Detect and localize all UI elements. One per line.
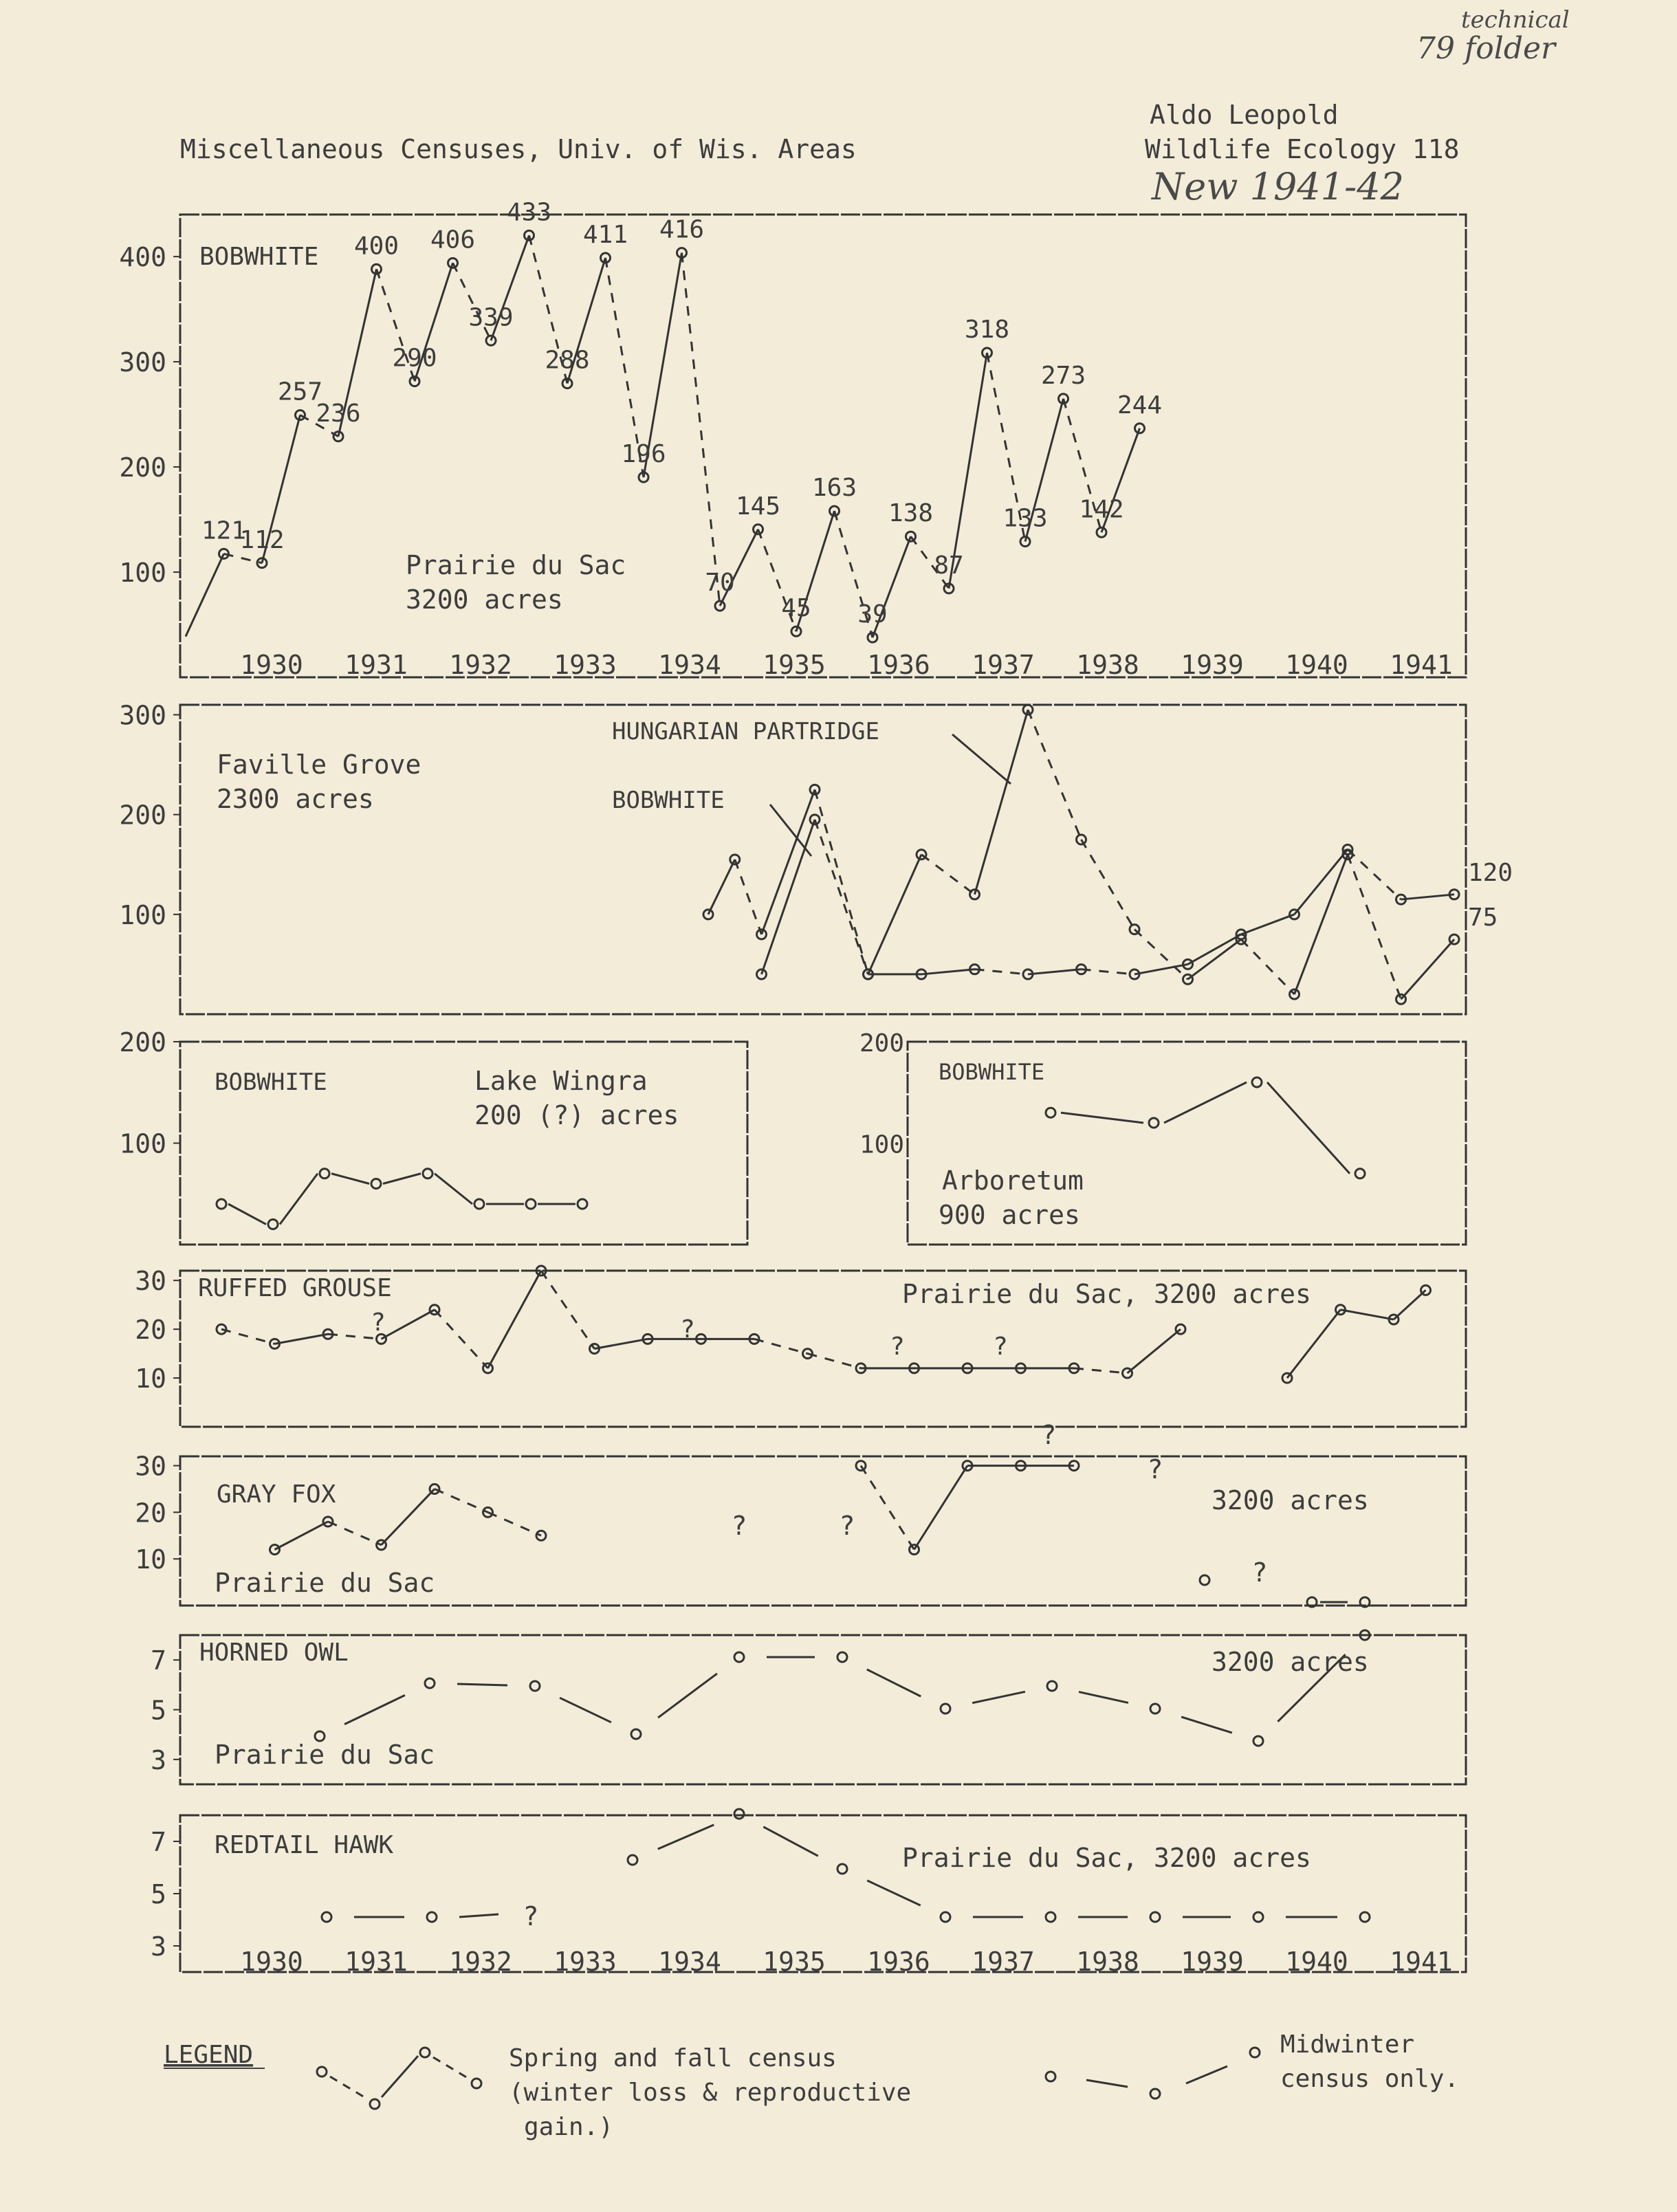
legend-sf-dashed xyxy=(330,2077,364,2097)
bobwhite-data-label: 288 xyxy=(545,346,590,375)
grouse-line xyxy=(435,1310,488,1368)
legend-sf-point xyxy=(472,2079,481,2088)
hawk-point xyxy=(1150,1912,1160,1922)
grouse-line xyxy=(488,1271,542,1368)
legend-mw-point xyxy=(1046,2072,1055,2081)
x-tick-label: 1941 xyxy=(1390,1947,1453,1977)
question-mark: ? xyxy=(680,1315,695,1344)
grouse-line xyxy=(595,1339,648,1348)
owl-point xyxy=(631,1729,641,1739)
x-tick-label: 1930 xyxy=(240,650,303,680)
bobwhite-data-label: 244 xyxy=(1117,391,1163,419)
prairie-acres-label: 3200 acres xyxy=(406,584,563,615)
fox-line xyxy=(488,1512,542,1535)
bobwhite-annotation: BOBWHITE xyxy=(612,787,725,814)
x-tick-label: 1937 xyxy=(972,650,1035,680)
y-tick-label: 300 xyxy=(119,347,166,378)
wingra-point xyxy=(526,1199,536,1209)
question-mark: ? xyxy=(523,1901,539,1931)
question-mark: ? xyxy=(1251,1557,1268,1588)
partridge-line xyxy=(708,859,735,915)
fox-line xyxy=(435,1489,488,1512)
arboretum-point xyxy=(1355,1169,1365,1179)
y-tick-label: 30 xyxy=(135,1266,166,1297)
grouse-line xyxy=(1287,1310,1341,1378)
wingra-point xyxy=(578,1199,587,1209)
arboretum-point xyxy=(1149,1118,1159,1128)
x-tick-label: 1940 xyxy=(1285,1947,1348,1977)
question-mark: ? xyxy=(1040,1420,1057,1450)
bobwhite-gain-line xyxy=(186,554,224,636)
hawk-area-label: Prairie du Sac, 3200 acres xyxy=(902,1843,1311,1873)
partridge-line xyxy=(921,855,975,895)
owl-point xyxy=(734,1652,744,1662)
legend-spring-fall-label-2: (winter loss & reproductive xyxy=(509,2079,912,2107)
arboretum-acres-label: 900 acres xyxy=(939,1200,1080,1230)
hawk-line xyxy=(459,1914,498,1917)
hawk-point xyxy=(941,1912,950,1922)
faville-bobwhite-line xyxy=(1295,849,1348,914)
x-tick-label: 1936 xyxy=(867,1947,930,1977)
legend-mw-point xyxy=(1150,2089,1160,2099)
legend-midwinter-sample xyxy=(1046,2048,1260,2099)
fox-point xyxy=(1200,1575,1209,1585)
question-mark: ? xyxy=(890,1333,905,1361)
owl-point xyxy=(837,1652,847,1662)
owl-line xyxy=(344,1695,405,1724)
y-tick-label: 3 xyxy=(151,1744,166,1775)
hawk-point xyxy=(734,1809,744,1819)
bobwhite-data-label: 236 xyxy=(316,399,361,428)
partridge-line xyxy=(1401,939,1455,999)
question-mark: ? xyxy=(371,1308,386,1337)
fox-acres-label: 3200 acres xyxy=(1212,1485,1369,1515)
legend-sf-solid xyxy=(382,2056,418,2097)
grouse-line xyxy=(1394,1290,1426,1319)
question-mark: ? xyxy=(731,1511,747,1541)
x-tick-label: 1940 xyxy=(1285,650,1348,680)
hawk-point xyxy=(1046,1912,1055,1922)
legend-mw-solid xyxy=(1186,2066,1227,2083)
owl-line xyxy=(1181,1717,1232,1733)
wingra-point xyxy=(320,1169,329,1179)
owl-line xyxy=(457,1684,507,1685)
bobwhite-data-label: 39 xyxy=(857,600,888,629)
y-tick-label: 10 xyxy=(135,1364,166,1394)
y-tick-label: 200 xyxy=(119,800,166,831)
x-tick-label: 1941 xyxy=(1390,650,1453,680)
bobwhite-data-label: 70 xyxy=(705,569,735,598)
faville-data-label: 75 xyxy=(1468,904,1498,932)
grouse-line xyxy=(808,1354,862,1368)
wingra-line xyxy=(228,1204,266,1225)
fox-line xyxy=(861,1466,914,1550)
grouse-line xyxy=(221,1329,275,1344)
x-tick-label: 1932 xyxy=(449,650,512,680)
x-tick-label: 1934 xyxy=(658,1947,721,1977)
x-tick-label: 1937 xyxy=(972,1947,1035,1977)
grouse-line xyxy=(275,1334,329,1344)
arboretum-area-label: Arboretum xyxy=(942,1165,1084,1196)
owl-point xyxy=(425,1678,435,1688)
y-tick-label: 400 xyxy=(119,242,166,273)
course-label: Wildlife Ecology 118 xyxy=(1145,134,1460,164)
bobwhite-data-label: 45 xyxy=(781,594,811,623)
faville-bobwhite-line xyxy=(762,820,815,974)
faville-bobwhite-line xyxy=(815,820,868,974)
fox-area-label: Prairie du Sac xyxy=(215,1568,435,1598)
legend-title: LEGEND xyxy=(164,2041,254,2069)
bobwhite-data-label: 138 xyxy=(888,499,934,528)
grouse-line xyxy=(1341,1310,1394,1319)
bobwhite-data-label: 121 xyxy=(201,516,247,545)
fox-line xyxy=(382,1489,435,1544)
partridge-line xyxy=(1241,939,1295,994)
faville-bobwhite-line xyxy=(921,970,975,974)
grouse-line xyxy=(541,1271,595,1349)
y-tick-label: 3 xyxy=(151,1931,166,1962)
y-tick-label: 100 xyxy=(119,899,166,930)
owl-point xyxy=(941,1704,950,1713)
y-tick-label: 5 xyxy=(151,1695,166,1726)
bobwhite-arrow xyxy=(770,804,811,856)
grouse-area-label: Prairie du Sac, 3200 acres xyxy=(902,1279,1311,1309)
bobwhite-winter-loss-line xyxy=(682,253,721,606)
bobwhite-winter-loss-line xyxy=(224,554,263,562)
bobwhite-data-label: 406 xyxy=(430,226,476,254)
legend-spring-fall-label-3: gain.) xyxy=(524,2113,614,2141)
bobwhite-data-label: 163 xyxy=(811,474,857,503)
x-tick-label: 1931 xyxy=(344,1947,408,1977)
wingra-point xyxy=(371,1179,381,1189)
owl-line xyxy=(560,1698,611,1722)
owl-line xyxy=(1079,1692,1128,1703)
x-tick-label: 1933 xyxy=(553,650,617,680)
arboretum-line xyxy=(1164,1082,1247,1123)
bobwhite-data-label: 273 xyxy=(1040,361,1086,390)
legend-sf-point xyxy=(420,2048,430,2057)
hawk-point xyxy=(837,1864,847,1874)
partridge-line xyxy=(1295,855,1348,994)
bobwhite-data-label: 411 xyxy=(582,221,628,250)
faville-acres-label: 2300 acres xyxy=(217,784,374,814)
faville-bobwhite-line xyxy=(1028,970,1082,974)
wingra-line xyxy=(435,1174,472,1204)
wingra-line xyxy=(331,1174,369,1184)
x-tick-label: 1935 xyxy=(763,650,826,680)
owl-acres-label: 3200 acres xyxy=(1212,1647,1369,1677)
y-tick-label: 100 xyxy=(119,558,166,589)
y-tick-label: 7 xyxy=(151,1827,166,1857)
y-tick-label: 200 xyxy=(859,1029,904,1058)
hawk-point xyxy=(628,1855,637,1865)
x-tick-label: 1938 xyxy=(1076,650,1139,680)
y-tick-label: 300 xyxy=(119,700,166,731)
y-tick-label: 10 xyxy=(135,1544,166,1575)
arboretum-line xyxy=(1061,1113,1143,1123)
wingra-point xyxy=(474,1199,484,1209)
faville-bobwhite-line xyxy=(975,970,1029,974)
wingra-line xyxy=(383,1174,421,1184)
partridge-line xyxy=(1082,840,1135,930)
bobwhite-data-label: 416 xyxy=(659,215,705,244)
x-tick-label: 1931 xyxy=(344,650,408,680)
x-tick-label: 1938 xyxy=(1076,1947,1139,1977)
hawk-point xyxy=(322,1912,331,1922)
wingra-panel-label: BOBWHITE xyxy=(215,1069,327,1096)
hawk-line xyxy=(658,1825,714,1849)
arboretum-line xyxy=(1267,1082,1350,1174)
page-title: Miscellaneous Censuses, Univ. of Wis. Areas xyxy=(180,134,857,164)
charts-layer xyxy=(119,198,1513,1977)
partridge-line xyxy=(975,710,1029,895)
partridge-line xyxy=(868,855,922,974)
fox-line xyxy=(275,1522,329,1550)
wingra-line xyxy=(280,1174,318,1225)
partridge-line xyxy=(762,789,815,934)
y-tick-label: 30 xyxy=(135,1451,166,1482)
bobwhite-data-label: 145 xyxy=(735,492,781,521)
faville-bobwhite-line xyxy=(1401,895,1455,899)
y-tick-label: 20 xyxy=(135,1498,166,1529)
x-tick-label: 1930 xyxy=(240,1947,303,1977)
hawk-point xyxy=(1253,1912,1263,1922)
legend-sf-point xyxy=(370,2099,380,2109)
handwritten-folder: 79 folder xyxy=(1416,31,1556,66)
x-tick-label: 1933 xyxy=(553,1947,617,1977)
wingra-point xyxy=(217,1199,226,1209)
grouse-line xyxy=(1128,1329,1181,1373)
y-tick-label: 100 xyxy=(119,1128,166,1159)
owl-point xyxy=(1047,1681,1057,1691)
legend-midwinter-label-2: census only. xyxy=(1280,2065,1460,2093)
x-tick-label: 1939 xyxy=(1181,650,1244,680)
fox-panel-label: GRAY FOX xyxy=(217,1480,336,1509)
owl-point xyxy=(1150,1704,1160,1713)
owl-point xyxy=(1253,1736,1263,1746)
bobwhite-data-label: 318 xyxy=(964,316,1010,344)
partridge-line xyxy=(1348,855,1401,999)
bobwhite-data-label: 257 xyxy=(277,377,323,406)
bobwhite-data-label: 400 xyxy=(353,232,399,261)
legend-spring-fall-label: Spring and fall census xyxy=(509,2044,837,2072)
fox-line xyxy=(328,1522,382,1545)
owl-point xyxy=(530,1681,540,1691)
y-tick-label: 7 xyxy=(151,1645,166,1676)
bobwhite-data-label: 142 xyxy=(1079,495,1124,524)
prairie-area-label: Prairie du Sac xyxy=(406,550,626,580)
question-mark: ? xyxy=(839,1511,855,1541)
legend-spring-fall-sample xyxy=(317,2048,481,2109)
legend-mw-point xyxy=(1250,2048,1260,2057)
handwritten-date: New 1941-42 xyxy=(1152,165,1404,208)
question-mark: ? xyxy=(993,1333,1008,1361)
bobwhite-data-label: 433 xyxy=(506,198,552,227)
y-tick-label: 200 xyxy=(119,1027,166,1058)
owl-panel-label: HORNED OWL xyxy=(199,1639,349,1667)
fox-line xyxy=(914,1466,968,1550)
x-tick-label: 1935 xyxy=(763,1947,826,1977)
author-label: Aldo Leopold xyxy=(1150,100,1339,130)
partridge-arrow xyxy=(952,734,1011,784)
x-tick-label: 1936 xyxy=(867,650,930,680)
hawk-line xyxy=(867,1881,921,1905)
partridge-line xyxy=(735,859,762,934)
arboretum-panel-label: BOBWHITE xyxy=(939,1059,1045,1085)
y-tick-label: 200 xyxy=(119,452,166,483)
question-mark: ? xyxy=(1147,1454,1163,1485)
bobwhite-panel-label: BOBWHITE xyxy=(199,243,319,271)
partridge-annotation: HUNGARIAN PARTRIDGE xyxy=(612,718,879,745)
hawk-point xyxy=(1360,1912,1370,1922)
hawk-panel-label: REDTAIL HAWK xyxy=(215,1831,394,1859)
faville-area-label: Faville Grove xyxy=(217,749,421,780)
y-tick-label: 100 xyxy=(859,1130,904,1159)
y-tick-label: 5 xyxy=(151,1879,166,1909)
faville-data-label: 120 xyxy=(1468,858,1513,887)
faville-bobwhite-line xyxy=(1082,970,1135,974)
owl-area-label: Prairie du Sac xyxy=(215,1740,435,1770)
bobwhite-data-label: 196 xyxy=(621,440,666,469)
y-tick-label: 20 xyxy=(135,1315,166,1346)
owl-line xyxy=(972,1691,1025,1702)
partridge-line xyxy=(1028,710,1082,840)
x-tick-label: 1939 xyxy=(1181,1947,1244,1977)
wingra-acres-label: 200 (?) acres xyxy=(474,1100,679,1130)
hawk-line xyxy=(763,1827,818,1856)
grouse-line xyxy=(382,1310,435,1339)
legend-mw-solid xyxy=(1086,2080,1128,2087)
grouse-panel-label: RUFFED GROUSE xyxy=(198,1274,392,1302)
legend-sf-point xyxy=(317,2067,327,2077)
faville-bobwhite-line xyxy=(1241,915,1295,934)
owl-line xyxy=(867,1669,921,1696)
legend-sf-dashed xyxy=(433,2057,468,2078)
bobwhite-data-label: 112 xyxy=(239,525,285,554)
owl-line xyxy=(658,1674,717,1718)
handwritten-technical: technical xyxy=(1461,6,1570,34)
partridge-line xyxy=(815,789,868,974)
arboretum-point xyxy=(1252,1077,1262,1087)
grouse-line xyxy=(754,1339,808,1353)
legend-midwinter-label: Midwinter xyxy=(1280,2030,1415,2059)
arboretum-point xyxy=(1046,1108,1055,1117)
wingra-point xyxy=(268,1220,278,1229)
x-tick-label: 1934 xyxy=(658,650,721,680)
grouse-line xyxy=(1074,1368,1128,1373)
bobwhite-data-label: 133 xyxy=(1002,504,1048,533)
bobwhite-data-label: 290 xyxy=(392,344,437,373)
bobwhite-data-label: 87 xyxy=(934,551,964,580)
bobwhite-data-label: 339 xyxy=(468,303,514,332)
x-tick-label: 1932 xyxy=(449,1947,512,1977)
wingra-area-label: Lake Wingra xyxy=(474,1066,648,1096)
wingra-point xyxy=(423,1169,432,1179)
hawk-point xyxy=(427,1912,437,1922)
